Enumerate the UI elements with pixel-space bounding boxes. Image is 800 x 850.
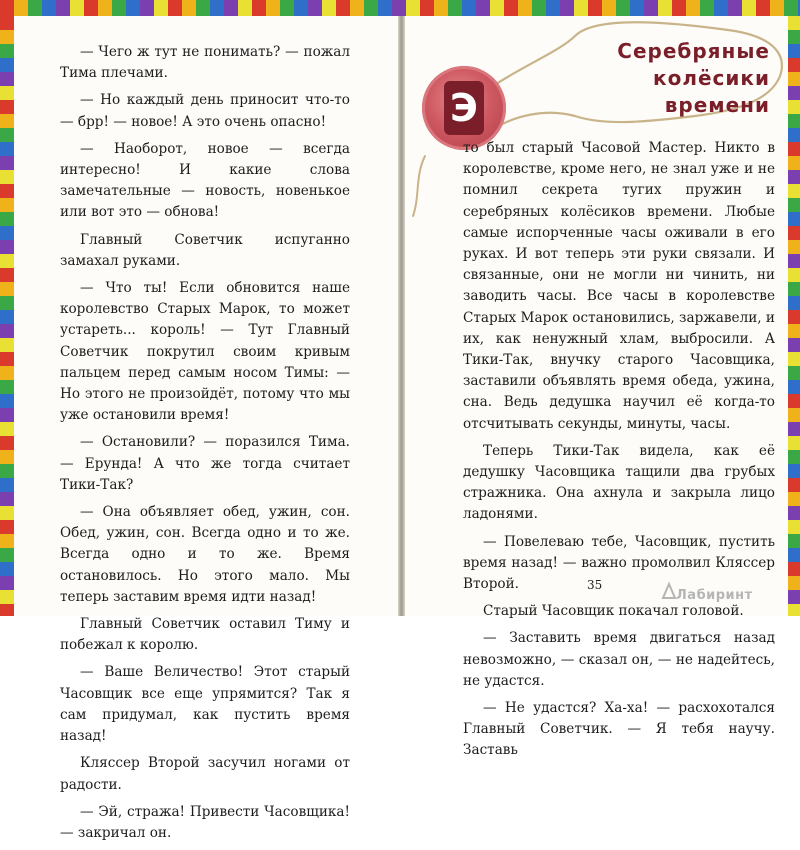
page-number: 35: [587, 578, 603, 592]
labirint-logo-icon: [662, 583, 676, 599]
paragraph: — Чего ж тут не понимать? — пожал Тима плечами.: [60, 44, 350, 82]
rainbow-border-right: [788, 16, 800, 616]
paragraph: Главный Советчик оставил Тиму и побежал к королю.: [60, 616, 350, 654]
rainbow-border-left: [0, 16, 14, 616]
chapter-title: [590, 38, 770, 119]
paragraph: — Не удастся? Ха-ха! — расхохотался Главный Советчик. — Я тебя научу. Заставь: [463, 700, 775, 759]
paragraph: — Остановили? — поразился Тима. — Ерунда! А что же тогда считает Тики-Так?: [60, 434, 350, 493]
paragraph: — Эй, стража! Привести Часовщика! — закричал он.: [60, 803, 350, 841]
rainbow-border-top: [0, 0, 800, 16]
paragraph: то был старый Часовой Мастер. Никто в королевстве, кроме него, не знал уже и не помнил секрета тугих пружин и серебряных колёсиков времени. Любые самые испорченные часы оживали в его руках. И вот теперь эти руки связали. И связанные, они не могли ни чинить, ни заводить часы. Все часы в королевстве Старых Марок остановились, заржавели, и их, как ненужный хлам, выбросили. А Тики-Так, внучку старого Часовщика, заставили объявлять время обеда, ужина, сна. Ведь дедушка научил её когда-то отсчитывать секунды, минуты, часы.: [463, 140, 775, 432]
paragraph: — Повелеваю тебе, Часовщик, пустить время назад! — важно промолвил Кляссер Второй.: [463, 533, 775, 593]
chapter-title-line: Серебряные: [617, 39, 770, 63]
paragraph: Главный Советчик испуганно замахал руками.: [60, 231, 350, 269]
paragraph: — Что ты! Если обновится наше королевство Старых Марок, то может устареть... король! — Тут Главный Советчик покрутил своим кривым пальцем перед самым носом Тимы: — Но этого не произойдёт, потому что мы уже остановили время!: [60, 280, 350, 424]
paragraph: — Наоборот, новое — всегда интересно! И какие слова замечательные — новость, новенькое или вот это — обнова!: [60, 140, 350, 221]
left-page-text: [60, 42, 350, 850]
right-page-text: [463, 138, 775, 768]
chapter-title-line: колёсики: [653, 66, 770, 90]
paragraph: Кляссер Второй засучил ногами от радости.: [60, 755, 350, 793]
paragraph: — Заставить время двигаться назад невозможно, — сказал он, — не надейтесь, не удастся.: [463, 630, 775, 689]
paragraph: Старый Часовщик покачал головой.: [483, 603, 744, 620]
chapter-title-line: времени: [664, 93, 770, 117]
paragraph: — Она объявляет обед, ужин, сон. Обед, ужин, сон. Всегда одно и то же. Всегда одно и то же. Время остановилось. Но этого мало. Мы теперь заставим время идти назад!: [60, 504, 350, 605]
book-gutter: [398, 16, 405, 616]
drop-cap: Э: [444, 81, 484, 135]
paragraph: — Ваше Величество! Этот старый Часовщик все еще упрямится? Так я сам придумал, как пустить время назад!: [60, 664, 350, 745]
paragraph: — Но каждый день приносит что-то — брр! — новое! А это очень опасно!: [60, 92, 350, 130]
paragraph: Теперь Тики-Так видела, как её дедушку Часовщика тащили два грубых стражника. Она ахнула и закрыла лицо ладонями.: [463, 442, 775, 523]
watermark: Лабиринт: [676, 588, 753, 603]
